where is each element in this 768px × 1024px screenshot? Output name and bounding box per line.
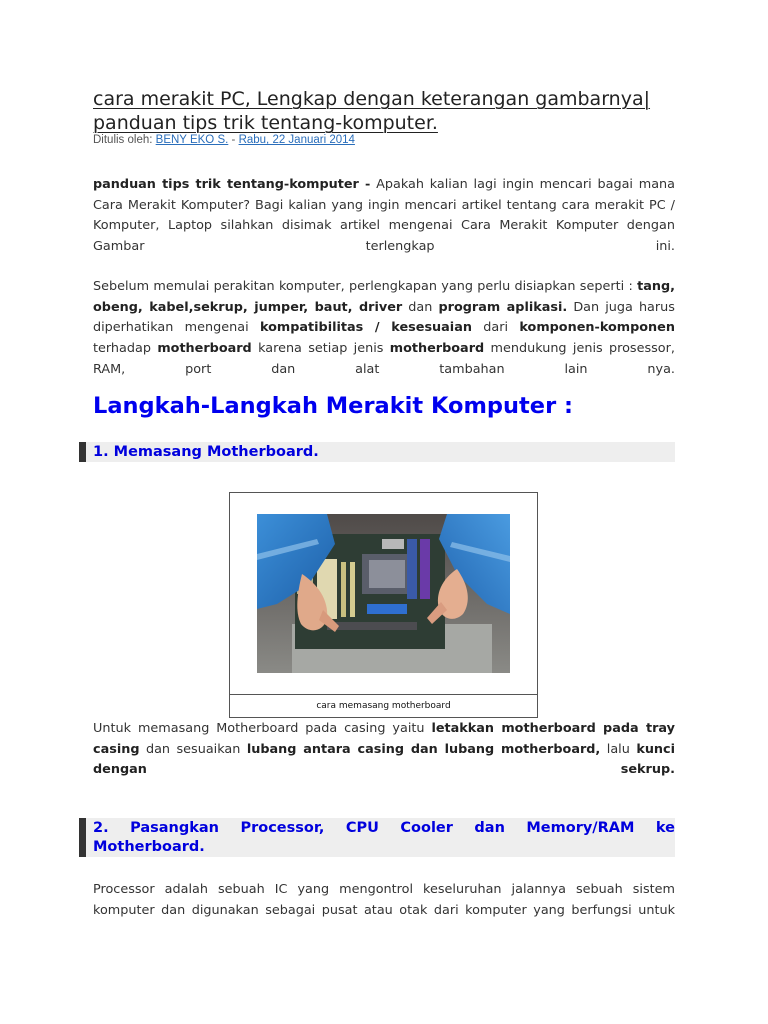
prep-text-5: terhadap (93, 341, 151, 357)
prep-text-1: Sebelum memulai perakitan komputer, perlengkapan yang perlu disiapkan seperti : (93, 279, 633, 294)
step1-heading: 1. Memasang Motherboard. (93, 444, 319, 460)
byline-prefix: Ditulis oleh: (93, 134, 153, 146)
step2-paragraph: Processor adalah sebuah IC yang mengontrol keseluruhan jalannya sebuah sistem komputer dan digunakan sebagai pusat atau otak dari komputer yang berfungsi untuk (93, 882, 675, 918)
step2-heading-block (79, 818, 675, 857)
motherboard-photo (257, 514, 510, 673)
step1-text-3: lalu (606, 741, 630, 757)
intro-lead: panduan tips trik tentang-komputer - (93, 177, 371, 192)
step1-bold-1: letakkan motherboard pada tray casing (93, 721, 675, 757)
step1-paragraph (93, 719, 675, 781)
prep-text-7: mendukung jenis prosessor, RAM, port dan alat tambahan lain nya. (93, 341, 675, 377)
heading-bar (79, 442, 86, 462)
prep-text-4: dari (483, 320, 509, 336)
intro-paragraph (93, 175, 675, 258)
prep-text-2: dan (408, 299, 433, 315)
intro-text: Apakah kalian lagi ingin mencari bagai mana Cara Merakit Komputer? Bagi kalian yang ingin mencari artikel tentang cara merakit PC / Komputer, Laptop silahkan disimak artikel mengenai Cara Merakit Komputer dengan Gambar terlengkap ini. (93, 177, 675, 255)
prep-motherboard-2: motherboard (389, 341, 485, 357)
byline-separator: - (231, 134, 236, 146)
main-heading: Langkah-Langkah Merakit Komputer : (93, 393, 573, 419)
prep-motherboard-1: motherboard (157, 341, 252, 357)
figure-caption: cara memasang motherboard (230, 694, 537, 718)
author-link[interactable]: BENY EKO S. (155, 134, 229, 146)
prep-components: komponen-komponen (519, 320, 675, 336)
prep-paragraph (93, 277, 675, 381)
step1-heading-block (79, 442, 675, 462)
prep-text-6: karena setiap jenis (258, 341, 384, 357)
heading-bar (79, 818, 86, 857)
prep-tools: tang, obeng, kabel,sekrup, jumper, baut, driver (93, 279, 675, 315)
step1-bold-2: lubang antara casing dan lubang motherboard, (246, 741, 601, 757)
step2-heading: 2. Pasangkan Processor, CPU Cooler dan Memory/RAM ke Motherboard. (93, 820, 675, 855)
prep-compatibility: kompatibilitas / kesesuaian (259, 320, 472, 336)
byline (93, 134, 355, 146)
article-title[interactable]: cara merakit PC, Lengkap dengan keterangan gambarnya| panduan tips trik tentang-komputer. (93, 88, 651, 134)
step1-text-1: Untuk memasang Motherboard pada casing yaitu (93, 721, 425, 736)
prep-text-3: Dan juga harus diperhatikan mengenai (93, 299, 675, 336)
step1-text-2: dan sesuaikan (145, 741, 241, 757)
date-link[interactable]: Rabu, 22 Januari 2014 (238, 134, 355, 146)
step1-bold-3: kunci dengan sekrup. (93, 741, 676, 778)
figure-frame (229, 492, 538, 718)
prep-software: program aplikasi. (438, 299, 568, 315)
